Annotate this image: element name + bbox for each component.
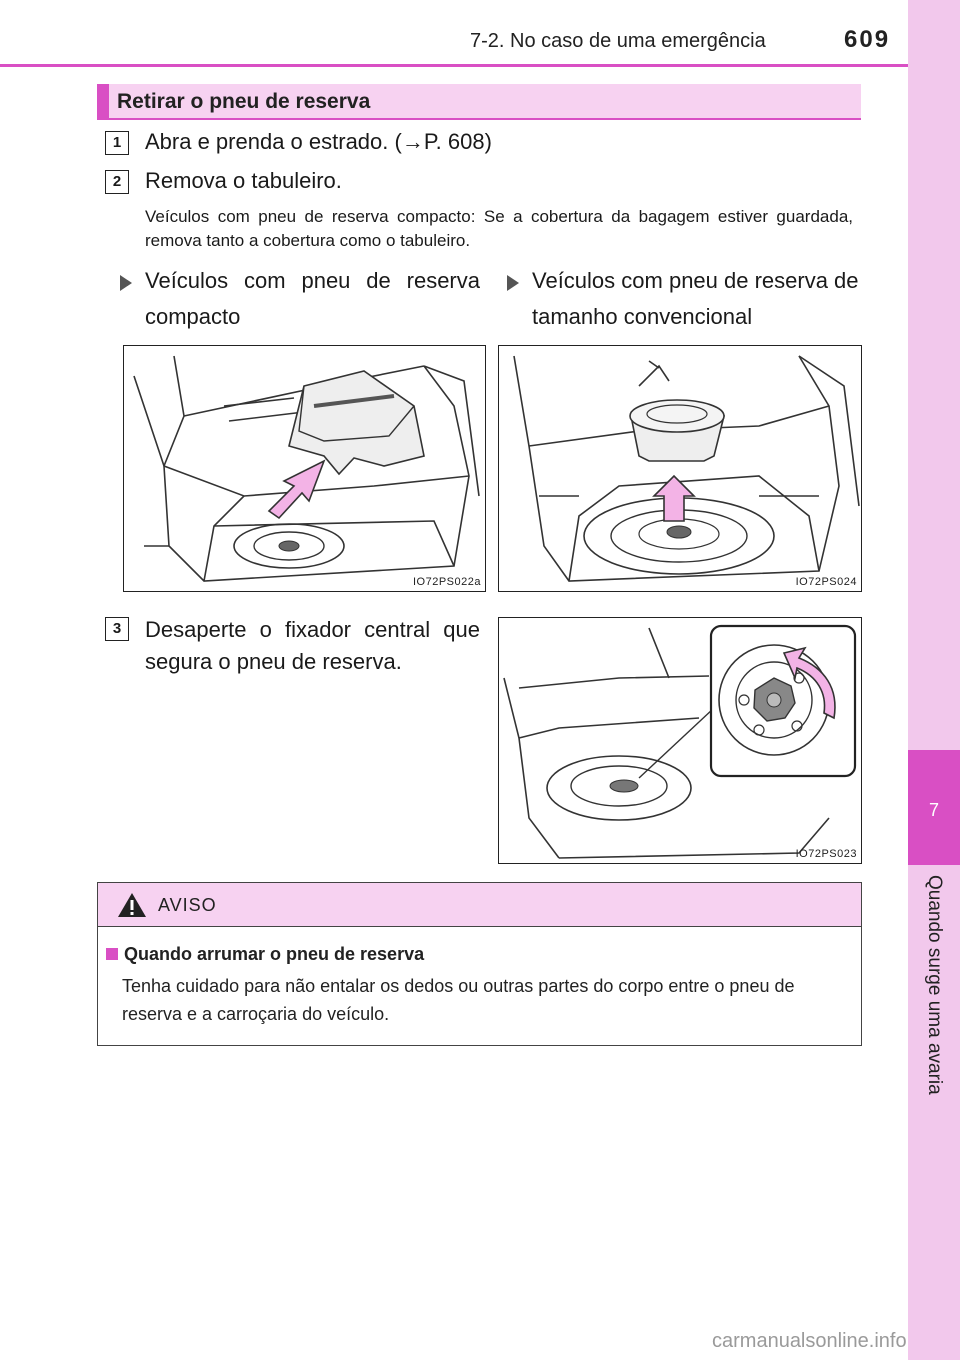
figure-conventional-cargo	[498, 345, 862, 592]
lift-arrow-icon	[269, 461, 324, 518]
step-2-text: Remova o tabuleiro.	[145, 168, 342, 193]
warning-body: Tenha cuidado para não entalar os dedos ou outras partes do corpo entre o pneu de reserva e a carroçaria do veículo.	[122, 976, 795, 1024]
step-number-2: 2	[105, 170, 129, 194]
cargo-illustration-compact	[124, 346, 486, 592]
warning-header	[98, 883, 861, 927]
watermark: carmanualsonline.info	[712, 1330, 907, 1352]
warning-label: AVISO	[158, 895, 217, 915]
page-number: 609	[844, 26, 891, 53]
bullet-triangle-icon	[507, 275, 519, 291]
section-heading	[97, 84, 861, 120]
warning-subtitle-row	[106, 944, 424, 965]
step-1-text: Abra e prenda o estrado. (→P. 608)	[145, 129, 492, 154]
figure-code: IO72PS024	[795, 576, 857, 588]
figure-compact-cargo	[123, 345, 486, 592]
warning-triangle-icon	[116, 891, 148, 919]
warning-subtitle: Quando arrumar o pneu de reserva	[124, 944, 425, 964]
step-2-note: Veículos com pneu de reserva compacto: Se a cobertura da bagagem estiver guardada, remova tanto a cobertura como o tabuleiro.	[145, 207, 853, 250]
figure-code: IO72PS023	[795, 848, 857, 860]
chapter-title: Quando surge uma avaria	[924, 875, 945, 1095]
variant-label-compact: Veículos com pneu de reserva compacto	[145, 268, 480, 329]
variant-label-conventional: Veículos com pneu de reserva de tamanho convencional	[532, 268, 859, 329]
warning-box	[97, 882, 862, 1046]
running-header-section: 7-2. No caso de uma emergência	[470, 30, 766, 52]
header-rule	[0, 64, 908, 67]
bullet-triangle-icon	[120, 275, 132, 291]
square-bullet-icon	[106, 948, 118, 960]
chapter-number: 7	[928, 800, 939, 820]
section-title: Retirar o pneu de reserva	[117, 90, 371, 113]
step-number-1: 1	[105, 131, 129, 155]
figure-code: IO72PS022a	[413, 576, 481, 588]
step-3-text: Desaperte o fixador central que segura o pneu de reserva.	[145, 617, 480, 674]
figure-spare-fastener	[498, 617, 862, 864]
cargo-illustration-conventional	[499, 346, 862, 592]
chapter-side-tab	[908, 0, 960, 1360]
step-number-3: 3	[105, 617, 129, 641]
fastener-illustration	[499, 618, 862, 864]
